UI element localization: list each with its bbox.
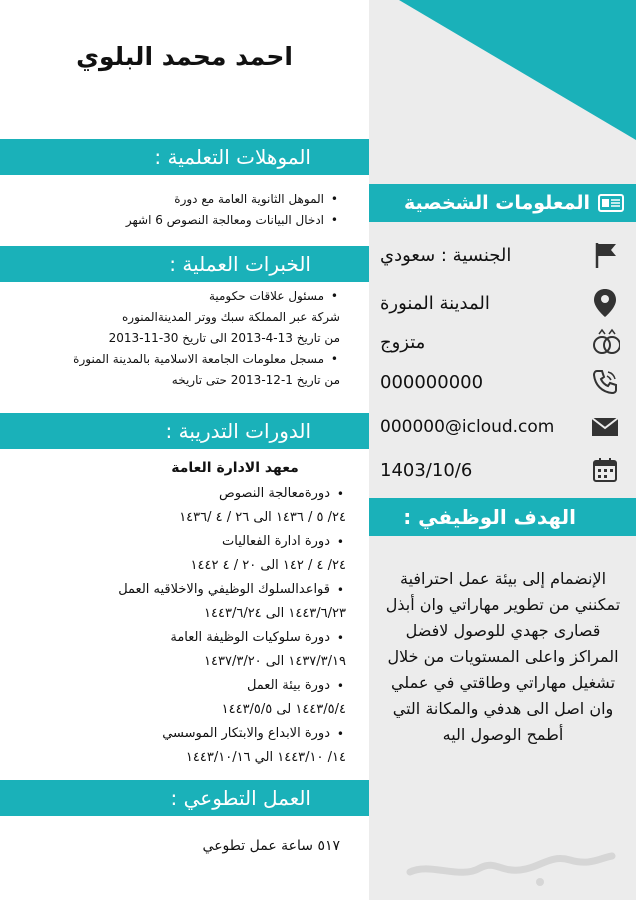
list-item-detail: شركة عبر المملكة سبك ووتر المدينةالمنوره: [122, 310, 340, 324]
phone-icon: [590, 367, 620, 397]
course-period: ٢٤/ ٤ / ١٤٢ الى ٢٠ / ٤ ١٤٤٢: [190, 558, 346, 573]
list-item: • ادخال البيانات ومعالجة النصوص 6 اشهر: [110, 210, 340, 231]
email: 000000@icloud.com: [380, 417, 555, 437]
course-period: ١٤٣٧/٣/١٩ الى ١٤٣٧/٣/٢٠: [204, 654, 346, 669]
course-period: ١٤٤٣/٥/٤ لى ١٤٤٣/٥/٥: [221, 702, 346, 717]
experience-list: [70, 286, 340, 391]
course-title: • دورةمعالجة النصوص: [96, 482, 346, 506]
nationality-row: [380, 238, 620, 272]
volunteer-title: العمل التطوعي :: [170, 786, 311, 810]
personal-info-title: المعلومات الشخصية: [403, 192, 590, 214]
date-row: [380, 453, 620, 487]
person-name: احمد محمد البلوي: [76, 42, 293, 71]
courses-title: الدورات التدريبة :: [165, 419, 311, 443]
nationality: الجنسية : سعودي: [380, 244, 512, 266]
qualifications-header: [0, 139, 369, 175]
experience-title: الخبرات العملية :: [169, 252, 311, 276]
course-title: • دورة الابداع والابتكار الموسسي: [96, 722, 346, 746]
location-pin-icon: [590, 288, 620, 318]
course-period: ١٤٤٣/٦/٢٣ الى ١٤٤٣/٦/٢٤: [204, 606, 346, 621]
email-row: [380, 410, 620, 444]
right-column: [369, 0, 636, 900]
course-period: ٢٤/ ٥ / ١٤٣٦ الى ٢٦ / ٤ /١٤٣٦: [179, 510, 346, 525]
volunteer-header: [0, 780, 369, 816]
haraj-watermark-logo: [400, 842, 620, 892]
rings-icon: [590, 327, 620, 357]
marital-row: [380, 325, 620, 359]
teal-triangle: [369, 0, 636, 140]
experience-header: [0, 246, 369, 282]
goal-header: [369, 498, 636, 536]
personal-info-header: [369, 184, 636, 222]
goal-text: الإنضمام إلى بيئة عمل احترافية تمكنني من تطوير مهاراتي وان أبذل قصارى جهدي للوصول لافضل المراكز واعلى المستويات من خلال تشغيل مهاراتي وطاقتي في عملي وان اصل الى هدفي والمكانة التي أطمح الوصول اليه: [385, 569, 621, 744]
courses-list: [96, 482, 346, 770]
course-title: • قواعدالسلوك الوظيفي والاخلاقيه العمل: [96, 578, 346, 602]
goal-title: الهدف الوظيفي :: [403, 505, 576, 529]
list-item: • مسجل معلومات الجامعة الاسلامية بالمدينة المنورة: [70, 349, 340, 370]
envelope-icon: [590, 412, 620, 442]
date: 1403/10/6: [380, 459, 473, 481]
city-row: [380, 286, 620, 320]
flag-icon: [590, 240, 620, 270]
course-title: • دورة بيئة العمل: [96, 674, 346, 698]
volunteer-hours: ٥١٧ ساعة عمل تطوعي: [202, 838, 340, 854]
id-card-icon: [598, 193, 624, 213]
calendar-icon: [590, 455, 620, 485]
marital-status: متزوج: [380, 331, 426, 353]
qualifications-list: [110, 189, 340, 231]
list-item-detail: من تاريخ 1-12-2013 حتى تاريخه: [171, 373, 340, 387]
phone-row: [380, 365, 620, 399]
list-item: • مسئول علاقات حكومية: [70, 286, 340, 307]
list-item: • الموهل الثانوية العامة مع دورة: [110, 189, 340, 210]
phone-number: 000000000: [380, 371, 484, 393]
course-institute: معهد الادارة العامة: [171, 460, 299, 476]
qualifications-title: الموهلات التعلمية :: [154, 145, 311, 169]
course-period: ١٤/ ١٤٤٣/١٠ الي ١٤٤٣/١٠/١٦: [185, 750, 346, 765]
course-title: • دورة ادارة الفعاليات: [96, 530, 346, 554]
city: المدينة المنورة: [380, 292, 490, 314]
list-item-detail: من تاريخ 13-4-2013 الى تاريخ 30-11-2013: [108, 331, 340, 345]
course-title: • دورة سلوكيات الوظيفة العامة: [96, 626, 346, 650]
courses-header: [0, 413, 369, 449]
